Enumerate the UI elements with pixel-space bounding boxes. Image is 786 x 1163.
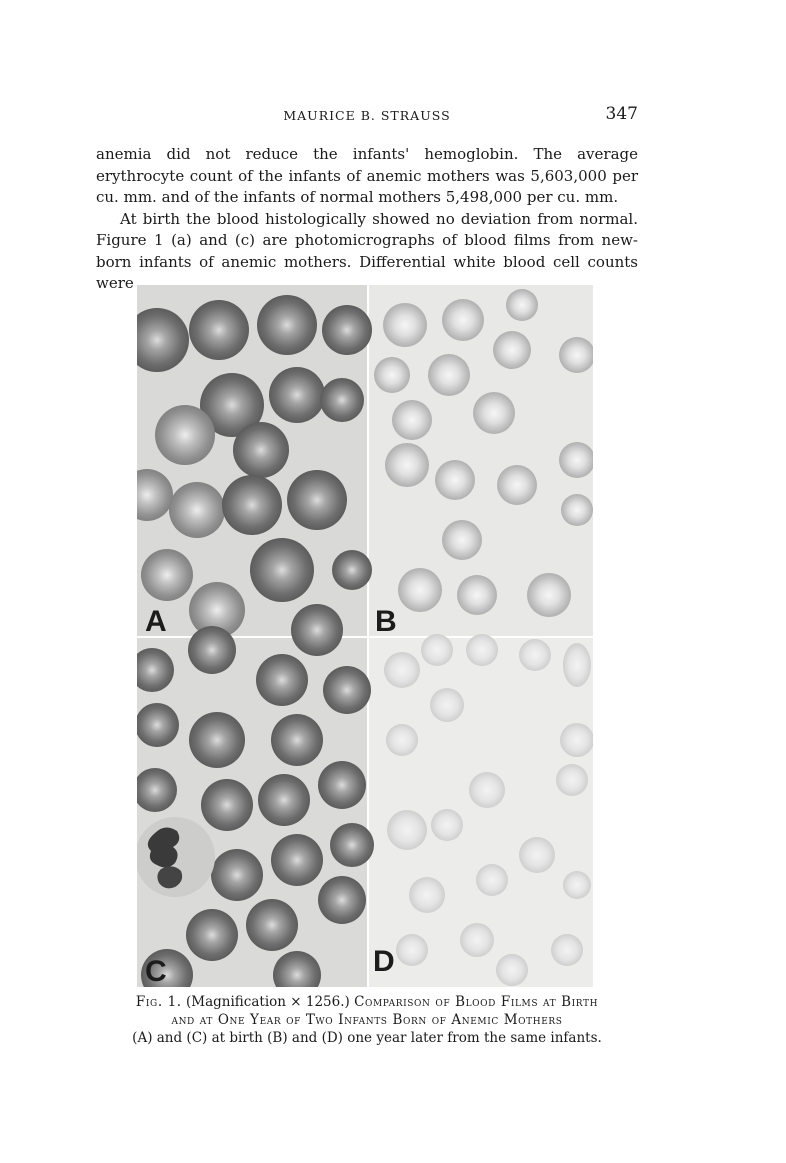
figure-panels [137,285,593,987]
panel-label-b: B [375,605,397,638]
page-header [96,104,638,128]
panel-label-d: D [373,945,395,978]
caption-line-1 [96,993,638,1011]
running-head: MAURICE B. STRAUSS [283,108,451,123]
figure-caption [96,993,638,1047]
panel-label-a: A [145,605,167,638]
caption-fig-label: Fig. 1. [135,994,182,1010]
caption-magnification: (Magnification × 1256.) [186,994,350,1010]
body-text [96,144,638,295]
caption-title-1: Comparison of Blood Films at Birth [354,994,599,1010]
blood-film-photomicrograph [137,285,593,987]
paragraph: anemia did not reduce the infants' hemoglobin. The average erythrocyte count of the infants of anemic mothers was 5,603,000 per cu. mm. and of the infants of normal mothers 5,498,000 per cu. mm. [96,145,638,206]
paragraph: At birth the blood histologically showed no deviation from normal. Figure 1 (a) and (c) are photomicrographs of blood films from new-born infants of anemic mothers. Differential white blood cell counts were [96,209,638,292]
panel-label-c: C [145,955,167,987]
caption-legend: (A) and (C) at birth (B) and (D) one year later from the same infants. [132,1030,602,1046]
page-number: 347 [605,104,638,124]
caption-title-2: and at One Year of Two Infants Born of Anemic Mothers [171,1012,563,1028]
